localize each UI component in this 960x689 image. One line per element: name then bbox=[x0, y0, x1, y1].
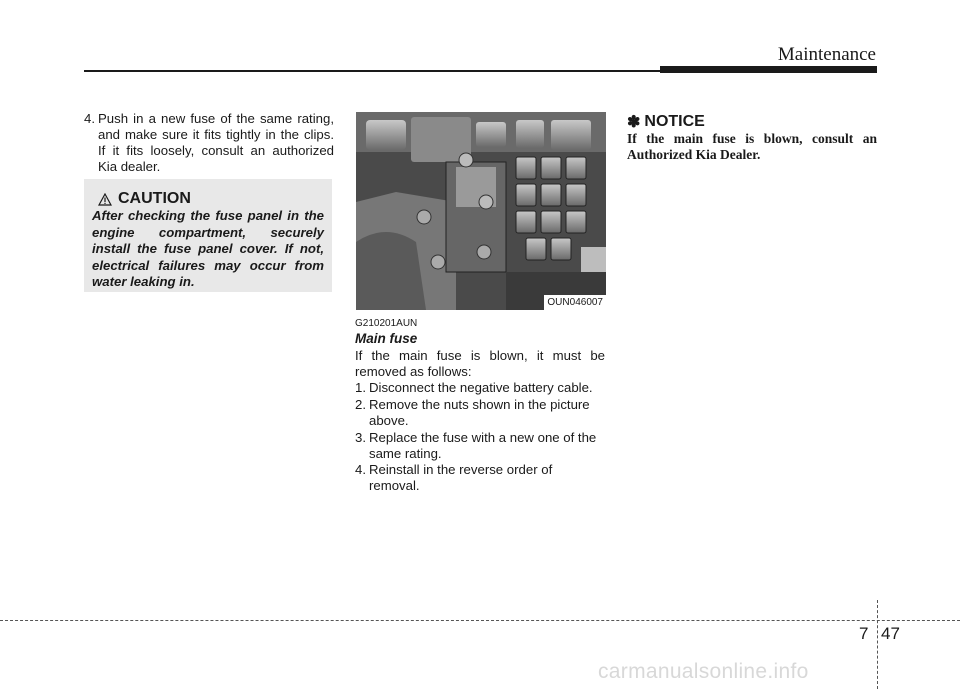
list-item bbox=[355, 430, 605, 461]
caution-text: After checking the fuse panel in the engine compartment, securely install the fuse panel cover. If not, electrical failures may occur from water leaking in. bbox=[92, 208, 324, 289]
list-text: Replace the fuse with a new one of the same rating. bbox=[369, 430, 597, 461]
footer-divider bbox=[877, 600, 878, 689]
list-number: 2. bbox=[355, 397, 366, 412]
list-item bbox=[355, 380, 605, 396]
notice-mark-icon: ✽ bbox=[627, 114, 641, 131]
chapter-number: 7 bbox=[859, 624, 869, 643]
subheading-main-fuse: Main fuse bbox=[355, 331, 418, 346]
watermark: carmanualsonline.info bbox=[598, 660, 809, 683]
list-text: Remove the nuts shown in the picture above. bbox=[369, 397, 590, 428]
notice-title: NOTICE bbox=[644, 113, 705, 130]
caution-title: CAUTION bbox=[118, 190, 191, 207]
section-title: Maintenance bbox=[777, 44, 876, 65]
list-number: 4. bbox=[355, 462, 366, 477]
step-text: Push in a new fuse of the same rating, and make sure it fits tightly in the clips. If it fits loosely, consult an authorized Kia dealer. bbox=[98, 111, 334, 174]
list-text: Disconnect the negative battery cable. bbox=[369, 380, 593, 395]
list-number: 3. bbox=[355, 430, 366, 445]
caution-heading bbox=[98, 190, 191, 208]
warning-triangle-icon bbox=[98, 193, 112, 206]
list-item bbox=[355, 397, 605, 428]
page-number: 47 bbox=[881, 624, 900, 643]
notice-heading bbox=[627, 112, 705, 132]
intro-paragraph: If the main fuse is blown, it must be removed as follows: bbox=[355, 348, 605, 379]
header-rule bbox=[84, 70, 684, 72]
step-4 bbox=[84, 111, 334, 175]
figure-label: OUN046007 bbox=[544, 295, 606, 310]
caution-box bbox=[84, 179, 332, 292]
list-number: 1. bbox=[355, 380, 366, 395]
fuse-box-illustration bbox=[356, 112, 606, 310]
notice-text: If the main fuse is blown, consult an Authorized Kia Dealer. bbox=[627, 131, 877, 162]
engine-fuse-box-photo bbox=[356, 112, 606, 310]
header-rule-accent bbox=[660, 66, 877, 73]
section-code: G210201AUN bbox=[355, 318, 418, 329]
footer-rule bbox=[0, 620, 960, 621]
list-item bbox=[355, 462, 605, 493]
step-number: 4. bbox=[84, 111, 95, 126]
list-text: Reinstall in the reverse order of removal. bbox=[369, 462, 553, 493]
